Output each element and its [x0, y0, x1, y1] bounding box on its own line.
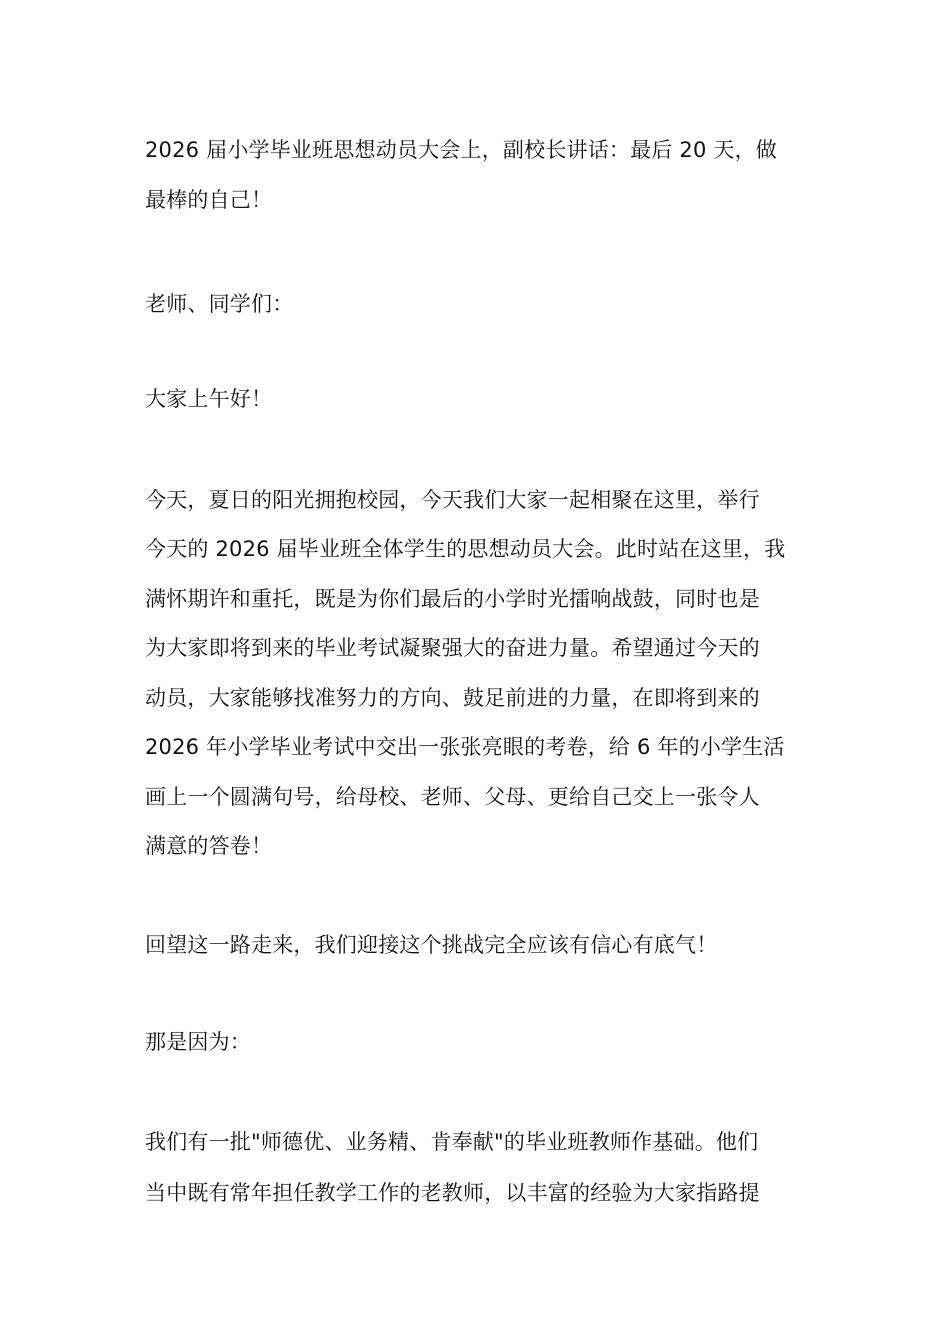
paragraph-1-line-5: 动员，大家能够找准努力的方向、鼓足前进的力量，在即将到来的 [145, 686, 760, 710]
paragraph-1-line-3: 满怀期许和重托，既是为你们最后的小学时光擂响战鼓，同时也是 [145, 587, 760, 611]
greeting: 大家上午好！ [145, 387, 273, 411]
paragraph-4-line-2: 当中既有常年担任教学工作的老教师，以丰富的经验为大家指路提 [145, 1181, 760, 1205]
paragraph-1-line-6: 2026 年小学毕业考试中交出一张张亮眼的考卷，给 6 年的小学生活 [145, 735, 785, 759]
title-line-2: 最棒的自己！ [145, 188, 273, 212]
paragraph-1-line-4: 为大家即将到来的毕业考试凝聚强大的奋进力量。希望通过今天的 [145, 636, 760, 660]
salutation: 老师、同学们： [145, 292, 294, 316]
paragraph-3: 那是因为： [145, 1030, 251, 1054]
paragraph-1-line-2: 今天的 2026 届毕业班全体学生的思想动员大会。此时站在这里，我 [145, 537, 786, 561]
paragraph-1-line-8: 满意的答卷！ [145, 834, 273, 858]
paragraph-2: 回望这一路走来，我们迎接这个挑战完全应该有信心有底气！ [145, 933, 718, 957]
paragraph-4-line-1: 我们有一批"师德优、业务精、肯奉献"的毕业班教师作基础。他们 [145, 1130, 759, 1154]
paragraph-1-line-7: 画上一个圆满句号，给母校、老师、父母、更给自己交上一张令人 [145, 785, 760, 809]
paragraph-1-line-1: 今天，夏日的阳光拥抱校园，今天我们大家一起相聚在这里，举行 [145, 488, 760, 512]
title-line-1: 2026 届小学毕业班思想动员大会上，副校长讲话：最后 20 天，做 [145, 138, 777, 162]
